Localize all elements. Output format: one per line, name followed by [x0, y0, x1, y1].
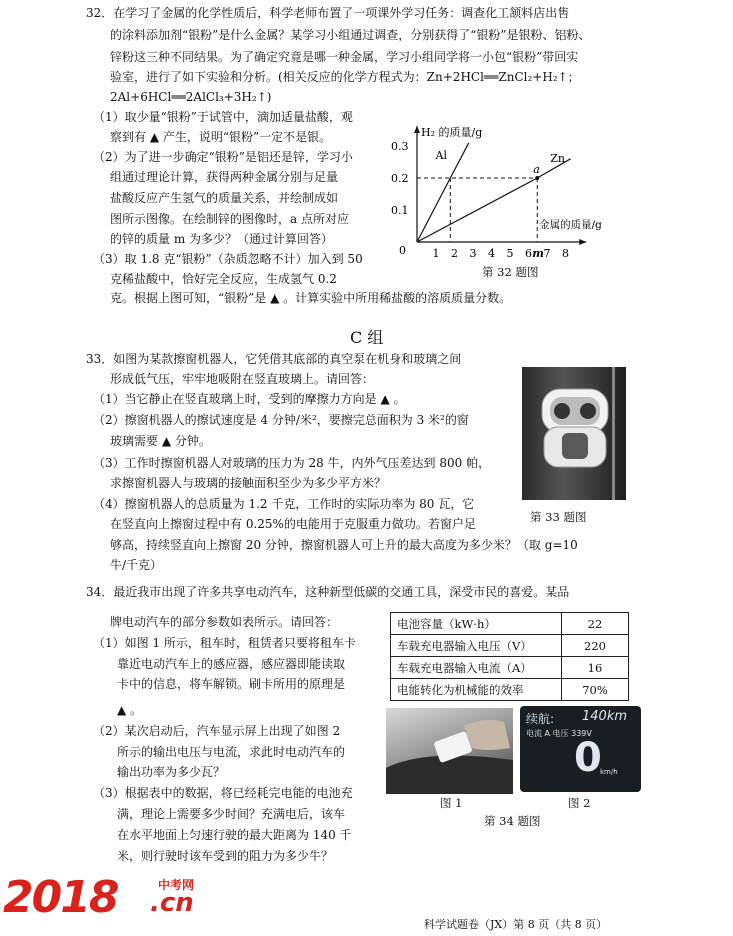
q32-part1-line1: （1）取少量“银粉”于试管中，滴加适量盐酸，观 [93, 110, 353, 124]
dash-speed: 0 [574, 735, 602, 781]
point-label-a: a [533, 163, 540, 176]
dashboard-display-photo [520, 706, 641, 792]
table-key: 车载充电器输入电流（A） [391, 657, 562, 679]
q32-line3: 锌粉这三种不同结果。为了确定究竟是哪一种金属，学习小组同学将一小包“银粉”带回实 [110, 50, 579, 64]
q33-line1: 33．如图为某款擦窗机器人，它凭借其底部的真空泵在机身和玻璃之间 [86, 352, 462, 366]
y-tick-label: 0.2 [391, 172, 409, 185]
q33-line2: 形成低气压，牢牢地吸附在竖直玻璃上。请回答： [110, 372, 375, 386]
page-footer: 科学试题卷（JX）第 8 页（共 8 页） [424, 918, 608, 931]
q32-part3-line3: 克。根据上图可知，“银粉”是 ▲ 。计算实验中所用稀盐酸的溶质质量分数。 [110, 291, 512, 305]
dash-current-voltage: 电流 A 电压 339V [526, 729, 592, 738]
x-tick-label: 5 [506, 247, 514, 260]
dash-range-value: 140km [582, 709, 628, 724]
site-logo-domain: .cn [150, 888, 194, 918]
table-key: 车载充电器输入电压（V） [391, 635, 562, 657]
q32-line2: 的涂料添加剂“银粉”是什么金属？某学习小组通过调查，分别获得了“银粉”是银粉、铝粉、 [110, 28, 591, 42]
table-value: 22 [562, 613, 629, 635]
y-tick-label: 0.1 [391, 204, 409, 217]
table-key: 电能转化为机械能的效率 [391, 679, 562, 701]
site-logo-name: 中考网 [158, 878, 195, 892]
ev-spec-table [390, 612, 629, 701]
q33-part2-line2: 玻璃需要 ▲ 分钟。 [110, 434, 211, 448]
q32-part2-line1: （2）为了进一步确定“银粉”是铝还是锌，学习小 [93, 150, 353, 164]
q34-line1: 34．最近我市出现了许多共享电动汽车，这种新型低碳的交通工具，深受市民的喜爱。某品 [86, 585, 570, 599]
y-tick-label: 0.3 [391, 140, 409, 153]
q32-part2-line4: 图所示图像。在绘制锌的图像时，a 点所对应 [110, 212, 349, 226]
series-label-zn: Zn [550, 152, 565, 165]
card-swipe-photo [386, 708, 513, 794]
q32-chart [385, 110, 655, 275]
x-tick-label: m [532, 247, 544, 260]
q32-part2-line5: 的锌的质量 m 为多少？（通过计算回答） [110, 232, 334, 246]
fig2-caption: 图 2 [568, 796, 591, 810]
q33-figure-caption: 第 33 题图 [530, 510, 587, 524]
table-row [391, 657, 629, 679]
q33-part1: （1）当它静止在竖直玻璃上时，受到的摩擦力方向是 ▲ 。 [93, 392, 406, 406]
q33-part4-line1: （4）擦窗机器人的总质量为 1.2 千克，工作时的实际功率为 80 瓦，它 [93, 497, 475, 511]
table-key: 电池容量（kW·h） [391, 613, 562, 635]
dash-range-label: 续航: [526, 712, 555, 726]
x-tick-label: 8 [562, 247, 569, 260]
q34-part3-line2: 满，理论上需要多少时间？充满电后，该车 [117, 807, 346, 821]
origin-label: 0 [399, 244, 406, 257]
q33-part3-line1: （3）工作时擦窗机器人对玻璃的压力为 28 牛，内外气压差达到 800 帕， [93, 456, 491, 470]
q33-part4-line2: 在竖直向上擦窗过程中有 0.25%的电能用于克服重力做功。若窗户足 [110, 517, 476, 531]
table-row [391, 635, 629, 657]
q34-part1-line3: 卡中的信息，将车解锁。刷卡所用的原理是 [117, 677, 346, 691]
q33-part4-line4: 牛/千克） [110, 558, 163, 572]
q32-part2-line3: 盐酸反应产生氢气的质量关系，并绘制成如 [110, 191, 339, 205]
table-value: 70% [562, 679, 629, 701]
q34-part1-line1: （1）如图 1 所示，租车时，租赁者只要将租车卡 [93, 636, 356, 650]
table-row [391, 679, 629, 701]
q33-part2-line1: （2）擦窗机器人的擦试速度是 4 分钟/米²，要擦完总面积为 3 米²的窗 [93, 413, 469, 427]
q34-part2-line2: 所示的输出电压与电流，求此时电动汽车的 [117, 745, 346, 759]
q33-part4-line3: 够高，持续竖直向上擦窗 20 分钟，擦窗机器人可上升的最大高度为多少米？（取 g=10 [110, 538, 578, 552]
group-c-title: C 组 [350, 328, 384, 347]
x-axis-label: 金属的质量/g [539, 219, 602, 231]
q34-part3-line1: （3）根据表中的数据，将已经耗完电能的电池充 [93, 786, 353, 800]
y-axis-label: H₂ 的质量/g [421, 126, 483, 139]
table-row [391, 613, 629, 635]
q32-part3-line1: （3）取 1.8 克“银粉”（杂质忽略不计）加入到 50 [93, 252, 363, 266]
q34-part2-line1: （2）某次启动后，汽车显示屏上出现了如图 2 [93, 724, 341, 738]
q32-line1: 32．在学习了金属的化学性质后，科学老师布置了一项课外学习任务：调查化工颔料店出售 [86, 6, 570, 20]
q32-line4: 验室，进行了如下实验和分析。(相关反应的化学方程式为：Zn+2HCl══ZnCl₂+H₂↑； [110, 70, 580, 84]
table-value: 16 [562, 657, 629, 679]
x-axis-arrow [579, 239, 586, 245]
q32-part1-line2: 察到有 ▲ 产生，说明“银粉”一定不是银。 [110, 130, 332, 144]
q32-part3-line2: 克稀盐酸中，恰好完全反应，生成氢气 0.2 [110, 272, 337, 286]
q34-part3-line3: 在水平地面上匀速行驶的最大距离为 140 千 [117, 828, 352, 842]
q34-line2: 牌电动汽车的部分参数如表所示。请回答： [110, 615, 339, 629]
site-logo-year: 2018 [3, 872, 118, 923]
data-point-a [535, 176, 539, 180]
q32-figure-caption: 第 32 题图 [482, 265, 539, 279]
x-tick-label: 1 [432, 247, 440, 260]
x-tick-label: 4 [488, 247, 495, 260]
q34-part1-line2: 靠近电动汽车上的感应器，感应器即能读取 [117, 657, 346, 671]
q34-part3-line4: 米，则行驶时该车受到的阻力为多少牛？ [117, 849, 334, 863]
q34-part1-line4: ▲ 。 [117, 703, 143, 717]
series-label-al: Al [435, 148, 447, 162]
q32-line5: 2Al+6HCl══2AlCl₃+3H₂↑) [110, 90, 272, 104]
q32-part2-line2: 组通过理论计算，获得两种金属分别与足量 [110, 170, 339, 184]
dash-speed-unit: km/h [600, 768, 618, 776]
x-tick-label: 7 [543, 247, 551, 260]
q34-part2-line3: 输出功率为多少瓦？ [117, 765, 226, 779]
window-robot-photo [522, 367, 626, 500]
table-value: 220 [562, 635, 629, 657]
x-tick-label: 2 [451, 247, 458, 260]
y-axis-arrow [414, 126, 420, 133]
fig1-caption: 图 1 [440, 796, 463, 810]
q34-figure-caption: 第 34 题图 [484, 814, 541, 828]
q33-part3-line2: 求擦窗机器人与玻璃的接触面积至少为多少平方米？ [110, 476, 387, 490]
x-tick-label: 6 [525, 247, 532, 260]
x-tick-label: 3 [469, 247, 477, 260]
